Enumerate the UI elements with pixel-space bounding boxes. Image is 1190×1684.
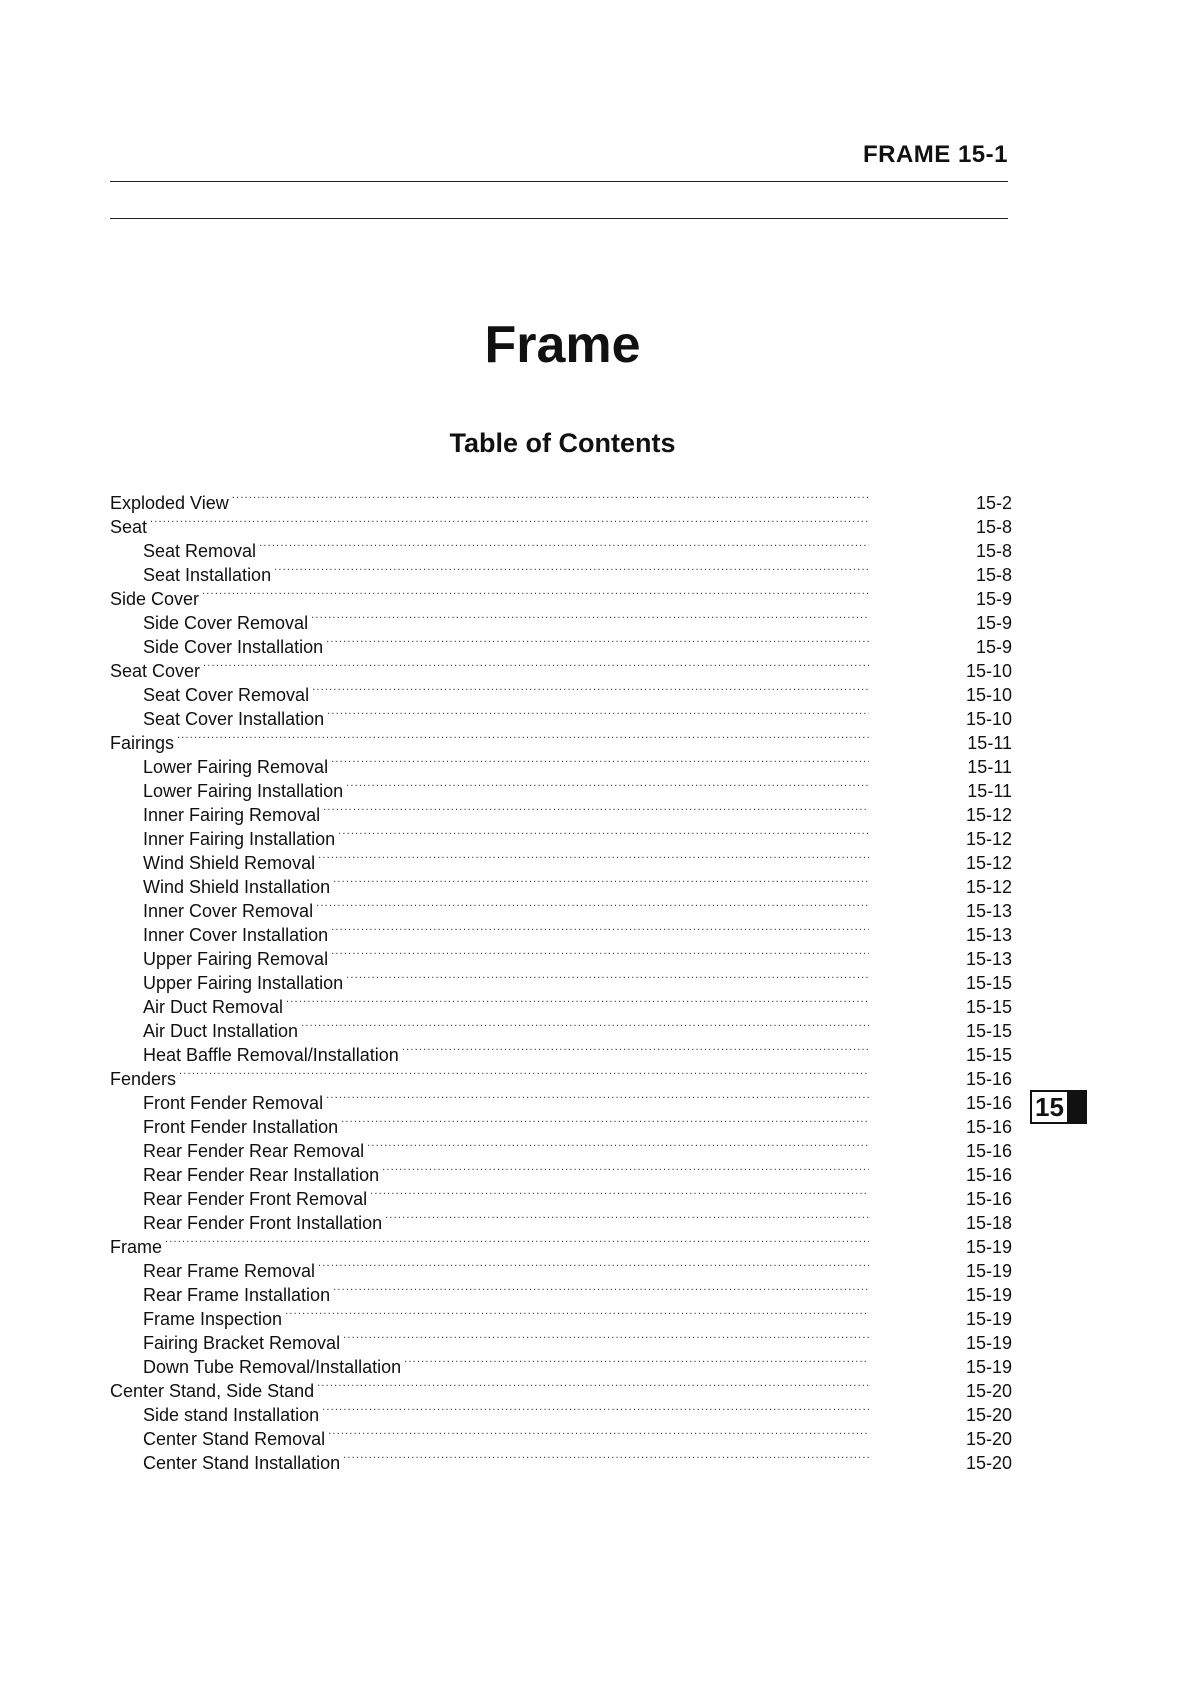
toc-leader-dots xyxy=(331,941,869,965)
toc-leader-dots xyxy=(312,677,869,701)
toc-entry-label: Frame xyxy=(110,1237,163,1257)
toc-leader-dots xyxy=(165,1229,869,1253)
toc-leader-dots xyxy=(318,845,869,869)
toc-entry-page: 15-8 xyxy=(975,541,1012,561)
toc-entry-page: 15-2 xyxy=(975,493,1012,513)
toc-entry-page: 15-12 xyxy=(965,805,1012,825)
toc-entry-page: 15-10 xyxy=(965,661,1012,681)
section-tab-block xyxy=(1069,1090,1087,1124)
toc-entry-page: 15-19 xyxy=(965,1285,1012,1305)
toc-entry-label: Center Stand Removal xyxy=(143,1429,326,1449)
toc-entry-label: Side Cover xyxy=(110,589,200,609)
toc-leader-dots xyxy=(301,1013,869,1037)
toc-leader-dots xyxy=(326,1085,869,1109)
toc-entry-page: 15-8 xyxy=(975,565,1012,585)
toc-leader-dots xyxy=(286,989,869,1013)
toc-entry[interactable] xyxy=(110,1253,1012,1281)
toc-leader-dots xyxy=(318,1253,869,1277)
toc-entry[interactable] xyxy=(110,485,1012,513)
toc-entry-page: 15-15 xyxy=(965,1021,1012,1041)
toc-entry-page: 15-16 xyxy=(965,1141,1012,1161)
toc-leader-dots xyxy=(343,1445,869,1469)
toc-entry-label: Center Stand Installation xyxy=(143,1453,341,1473)
toc-entry-label: Frame Inspection xyxy=(143,1309,283,1329)
toc-entry-label: Seat Installation xyxy=(143,565,272,585)
toc-entry-label: Front Fender Removal xyxy=(143,1093,324,1113)
toc-entry-label: Fairing Bracket Removal xyxy=(143,1333,341,1353)
toc-entry-label: Air Duct Removal xyxy=(143,997,284,1017)
toc-entry-page: 15-20 xyxy=(965,1429,1012,1449)
toc-entry-page: 15-11 xyxy=(967,733,1012,753)
toc-leader-dots xyxy=(285,1301,869,1325)
toc-entry-label: Seat Cover Removal xyxy=(143,685,310,705)
toc-entry-label: Inner Fairing Installation xyxy=(143,829,336,849)
toc-entry-page: 15-11 xyxy=(967,757,1012,777)
toc-leader-dots xyxy=(341,1109,869,1133)
toc-entry-page: 15-12 xyxy=(965,853,1012,873)
toc-leader-dots xyxy=(346,965,869,989)
toc-entry-page: 15-19 xyxy=(965,1333,1012,1353)
toc-entry-page: 15-20 xyxy=(965,1405,1012,1425)
toc-leader-dots xyxy=(259,533,869,557)
toc-entry-label: Inner Cover Installation xyxy=(143,925,329,945)
toc-entry-label: Rear Frame Removal xyxy=(143,1261,316,1281)
toc-entry-label: Seat Removal xyxy=(143,541,257,561)
toc-leader-dots xyxy=(331,749,869,773)
toc-entry-page: 15-19 xyxy=(965,1261,1012,1281)
toc-entry-label: Upper Fairing Removal xyxy=(143,949,329,969)
toc-entry-label: Heat Baffle Removal/Installation xyxy=(143,1045,399,1065)
toc-entry-label: Fenders xyxy=(110,1069,177,1089)
toc-entry-label: Lower Fairing Removal xyxy=(143,757,329,777)
toc-entry-page: 15-10 xyxy=(965,685,1012,705)
toc-entry-page: 15-11 xyxy=(967,781,1012,801)
toc-heading: Table of Contents xyxy=(449,428,676,458)
toc-leader-dots xyxy=(316,893,869,917)
toc-entry-label: Rear Frame Installation xyxy=(143,1285,331,1305)
table-of-contents xyxy=(110,485,1012,1473)
section-tab xyxy=(1030,1090,1087,1124)
toc-entry-label: Fairings xyxy=(110,733,175,753)
toc-leader-dots xyxy=(326,629,869,653)
toc-leader-dots xyxy=(385,1205,869,1229)
toc-entry-label: Down Tube Removal/Installation xyxy=(143,1357,402,1377)
toc-entry[interactable] xyxy=(110,677,1012,705)
toc-entry-label: Seat xyxy=(110,517,148,537)
toc-leader-dots xyxy=(317,1373,869,1397)
toc-entry[interactable] xyxy=(110,725,1012,753)
header-rule-top xyxy=(110,181,1008,182)
toc-entry-page: 15-20 xyxy=(965,1453,1012,1473)
toc-leader-dots xyxy=(370,1181,869,1205)
toc-leader-dots xyxy=(311,605,869,629)
toc-leader-dots xyxy=(323,797,869,821)
toc-entry-label: Side Cover Removal xyxy=(143,613,309,633)
toc-entry-label: Air Duct Installation xyxy=(143,1021,299,1041)
page-title: Frame xyxy=(484,316,641,374)
toc-entry-page: 15-20 xyxy=(965,1381,1012,1401)
toc-entry-label: Seat Cover xyxy=(110,661,201,681)
toc-leader-dots xyxy=(333,1277,869,1301)
toc-entry-label: Wind Shield Installation xyxy=(143,877,331,897)
section-tab-number: 15 xyxy=(1030,1090,1069,1124)
toc-entry-page: 15-16 xyxy=(965,1165,1012,1185)
toc-leader-dots xyxy=(179,1061,869,1085)
toc-entry-page: 15-13 xyxy=(965,949,1012,969)
toc-entry-label: Side stand Installation xyxy=(143,1405,320,1425)
toc-leader-dots xyxy=(346,773,869,797)
toc-entry-label: Exploded View xyxy=(110,493,229,513)
toc-entry-page: 15-19 xyxy=(965,1309,1012,1329)
toc-entry-label: Side Cover Installation xyxy=(143,637,324,657)
toc-leader-dots xyxy=(202,581,869,605)
toc-leader-dots xyxy=(331,917,869,941)
toc-leader-dots xyxy=(338,821,869,845)
toc-entry-page: 15-15 xyxy=(965,973,1012,993)
toc-entry-label: Inner Cover Removal xyxy=(143,901,314,921)
toc-entry[interactable] xyxy=(110,1085,1012,1113)
toc-leader-dots xyxy=(367,1133,869,1157)
toc-entry-page: 15-13 xyxy=(965,925,1012,945)
toc-entry-label: Rear Fender Front Removal xyxy=(143,1189,368,1209)
toc-entry-page: 15-19 xyxy=(965,1357,1012,1377)
toc-leader-dots xyxy=(327,701,869,725)
toc-entry-page: 15-15 xyxy=(965,1045,1012,1065)
toc-entry-label: Front Fender Installation xyxy=(143,1117,339,1137)
toc-leader-dots xyxy=(333,869,869,893)
toc-entry[interactable] xyxy=(110,653,1012,681)
toc-entry-page: 15-15 xyxy=(965,997,1012,1017)
toc-entry-page: 15-8 xyxy=(975,517,1012,537)
toc-entry-label: Wind Shield Removal xyxy=(143,853,316,873)
header-rule-bottom xyxy=(110,218,1008,219)
toc-entry-label: Rear Fender Front Installation xyxy=(143,1213,383,1233)
running-header: FRAME 15-1 xyxy=(862,141,1008,168)
toc-entry-label: Inner Fairing Removal xyxy=(143,805,321,825)
toc-entry-label: Center Stand, Side Stand xyxy=(110,1381,315,1401)
toc-entry-page: 15-16 xyxy=(965,1093,1012,1113)
toc-leader-dots xyxy=(382,1157,869,1181)
toc-entry-label: Upper Fairing Installation xyxy=(143,973,344,993)
toc-entry[interactable] xyxy=(110,509,1012,537)
toc-leader-dots xyxy=(404,1349,869,1373)
toc-entry-page: 15-9 xyxy=(975,589,1012,609)
toc-entry-page: 15-16 xyxy=(965,1069,1012,1089)
toc-leader-dots xyxy=(203,653,869,677)
toc-entry[interactable] xyxy=(110,749,1012,777)
toc-leader-dots xyxy=(343,1325,869,1349)
toc-entry-page: 15-12 xyxy=(965,877,1012,897)
toc-entry-page: 15-9 xyxy=(975,613,1012,633)
toc-entry-page: 15-18 xyxy=(965,1213,1012,1233)
toc-entry[interactable] xyxy=(110,1061,1012,1089)
toc-entry-label: Lower Fairing Installation xyxy=(143,781,344,801)
toc-leader-dots xyxy=(177,725,869,749)
toc-entry-page: 15-13 xyxy=(965,901,1012,921)
toc-entry-label: Rear Fender Rear Removal xyxy=(143,1141,365,1161)
toc-entry-label: Seat Cover Installation xyxy=(143,709,325,729)
toc-entry[interactable] xyxy=(110,533,1012,561)
toc-leader-dots xyxy=(274,557,869,581)
toc-entry-page: 15-12 xyxy=(965,829,1012,849)
toc-leader-dots xyxy=(402,1037,869,1061)
toc-leader-dots xyxy=(328,1421,869,1445)
toc-entry[interactable] xyxy=(110,1229,1012,1257)
toc-entry-page: 15-19 xyxy=(965,1237,1012,1257)
toc-entry-page: 15-16 xyxy=(965,1117,1012,1137)
toc-entry-page: 15-10 xyxy=(965,709,1012,729)
toc-entry[interactable] xyxy=(110,581,1012,609)
toc-entry[interactable] xyxy=(110,605,1012,633)
toc-entry-label: Rear Fender Rear Installation xyxy=(143,1165,380,1185)
toc-leader-dots xyxy=(322,1397,869,1421)
toc-entry-page: 15-9 xyxy=(975,637,1012,657)
toc-leader-dots xyxy=(232,485,869,509)
toc-entry-page: 15-16 xyxy=(965,1189,1012,1209)
toc-leader-dots xyxy=(150,509,869,533)
